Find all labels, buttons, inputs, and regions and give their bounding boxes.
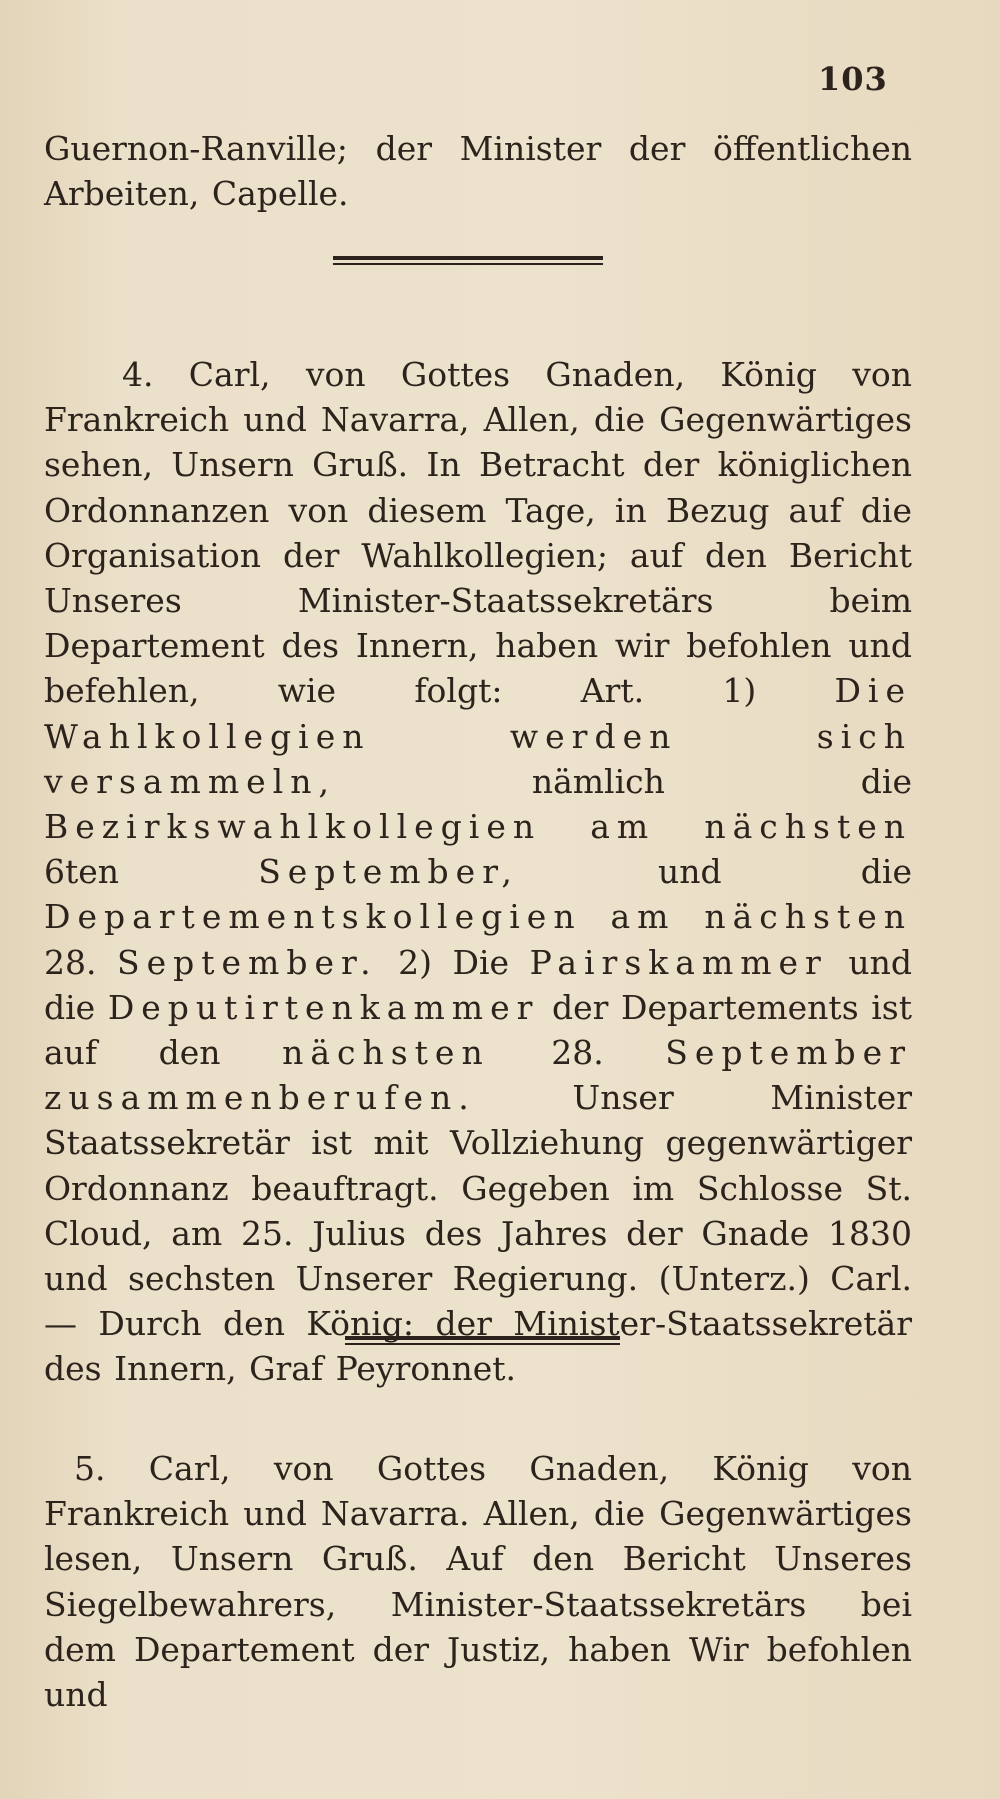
emphasis-text: Departementskollegien am nächsten [44,897,912,937]
ordinance-4-text: 2) Die [377,942,530,982]
ordinance-4-text: nämlich die [335,761,912,801]
ordinance-4-text: 6ten [44,852,259,892]
ordinance-4-text: und die [518,852,912,892]
emphasis-text: Die Wahlkollegien werden sich versammeln, [44,671,912,801]
ordinance-paragraph-4 [44,352,912,1392]
ordinance-4-text: 28. [489,1033,666,1073]
continued-paragraph: Guernon-Ranville; der Minister der öffentlichen Arbeiten, Capelle. [44,129,912,214]
ordinance-4-text: der Departements ist auf den [44,987,912,1073]
ordinance-4-text: 4. Carl, von Gottes Gnaden, König von Frankreich und Navarra, Allen, die Gegenwärtiges sehen, Unsern Gruß. In Betracht der königlichen Ordonnanzen von diesem Tage, in Bezug auf die Organisation der Wahlkollegien; auf den Bericht Unseres Minister-Staatssekretärs beim Departement des Innern, haben wir befohlen und befehlen, wie folgt: Art. 1) [44,355,912,711]
emphasis-text: nächsten [282,1033,490,1073]
ordinance-4-text: 28. [44,942,117,982]
ordinance-paragraph-5: 5. Carl, von Gottes Gnaden, König von Frankreich und Navarra. Allen, die Gegenwärtiges lesen, Unsern Gruß. Auf den Bericht Unseres Siegelbewahrers, Minister-Staatssekretärs bei dem Departement der Justiz, haben Wir befohlen und [44,1449,912,1715]
ordinance-4-text: Unser Minister Staatssekretär ist mit Vollziehung gegenwärtiger Ordonnanz beauftragt. Gegeben im Schlosse St. Cloud, am 25. Julius des Jahres der Gnade 1830 und sechsten Unserer Regierung. (Unterz.) Carl. — Durch den König: der Minister-Staatssekretär des Innern, Graf Peyronnet. [44,1078,912,1389]
section-divider [333,256,603,265]
emphasis-text: Deputirtenkammer [107,987,540,1027]
emphasis-text: September, [258,852,519,892]
emphasis-text: Pairskammer [529,942,828,982]
emphasis-text: September zusammenberufen. [44,1033,912,1118]
page-number: 103 [818,60,888,98]
emphasis-text: Bezirkswahlkollegien am nächsten [44,807,912,847]
ordinance-4-text: und die [44,942,912,1027]
section-divider [345,1336,620,1345]
emphasis-text: September. [117,942,378,982]
